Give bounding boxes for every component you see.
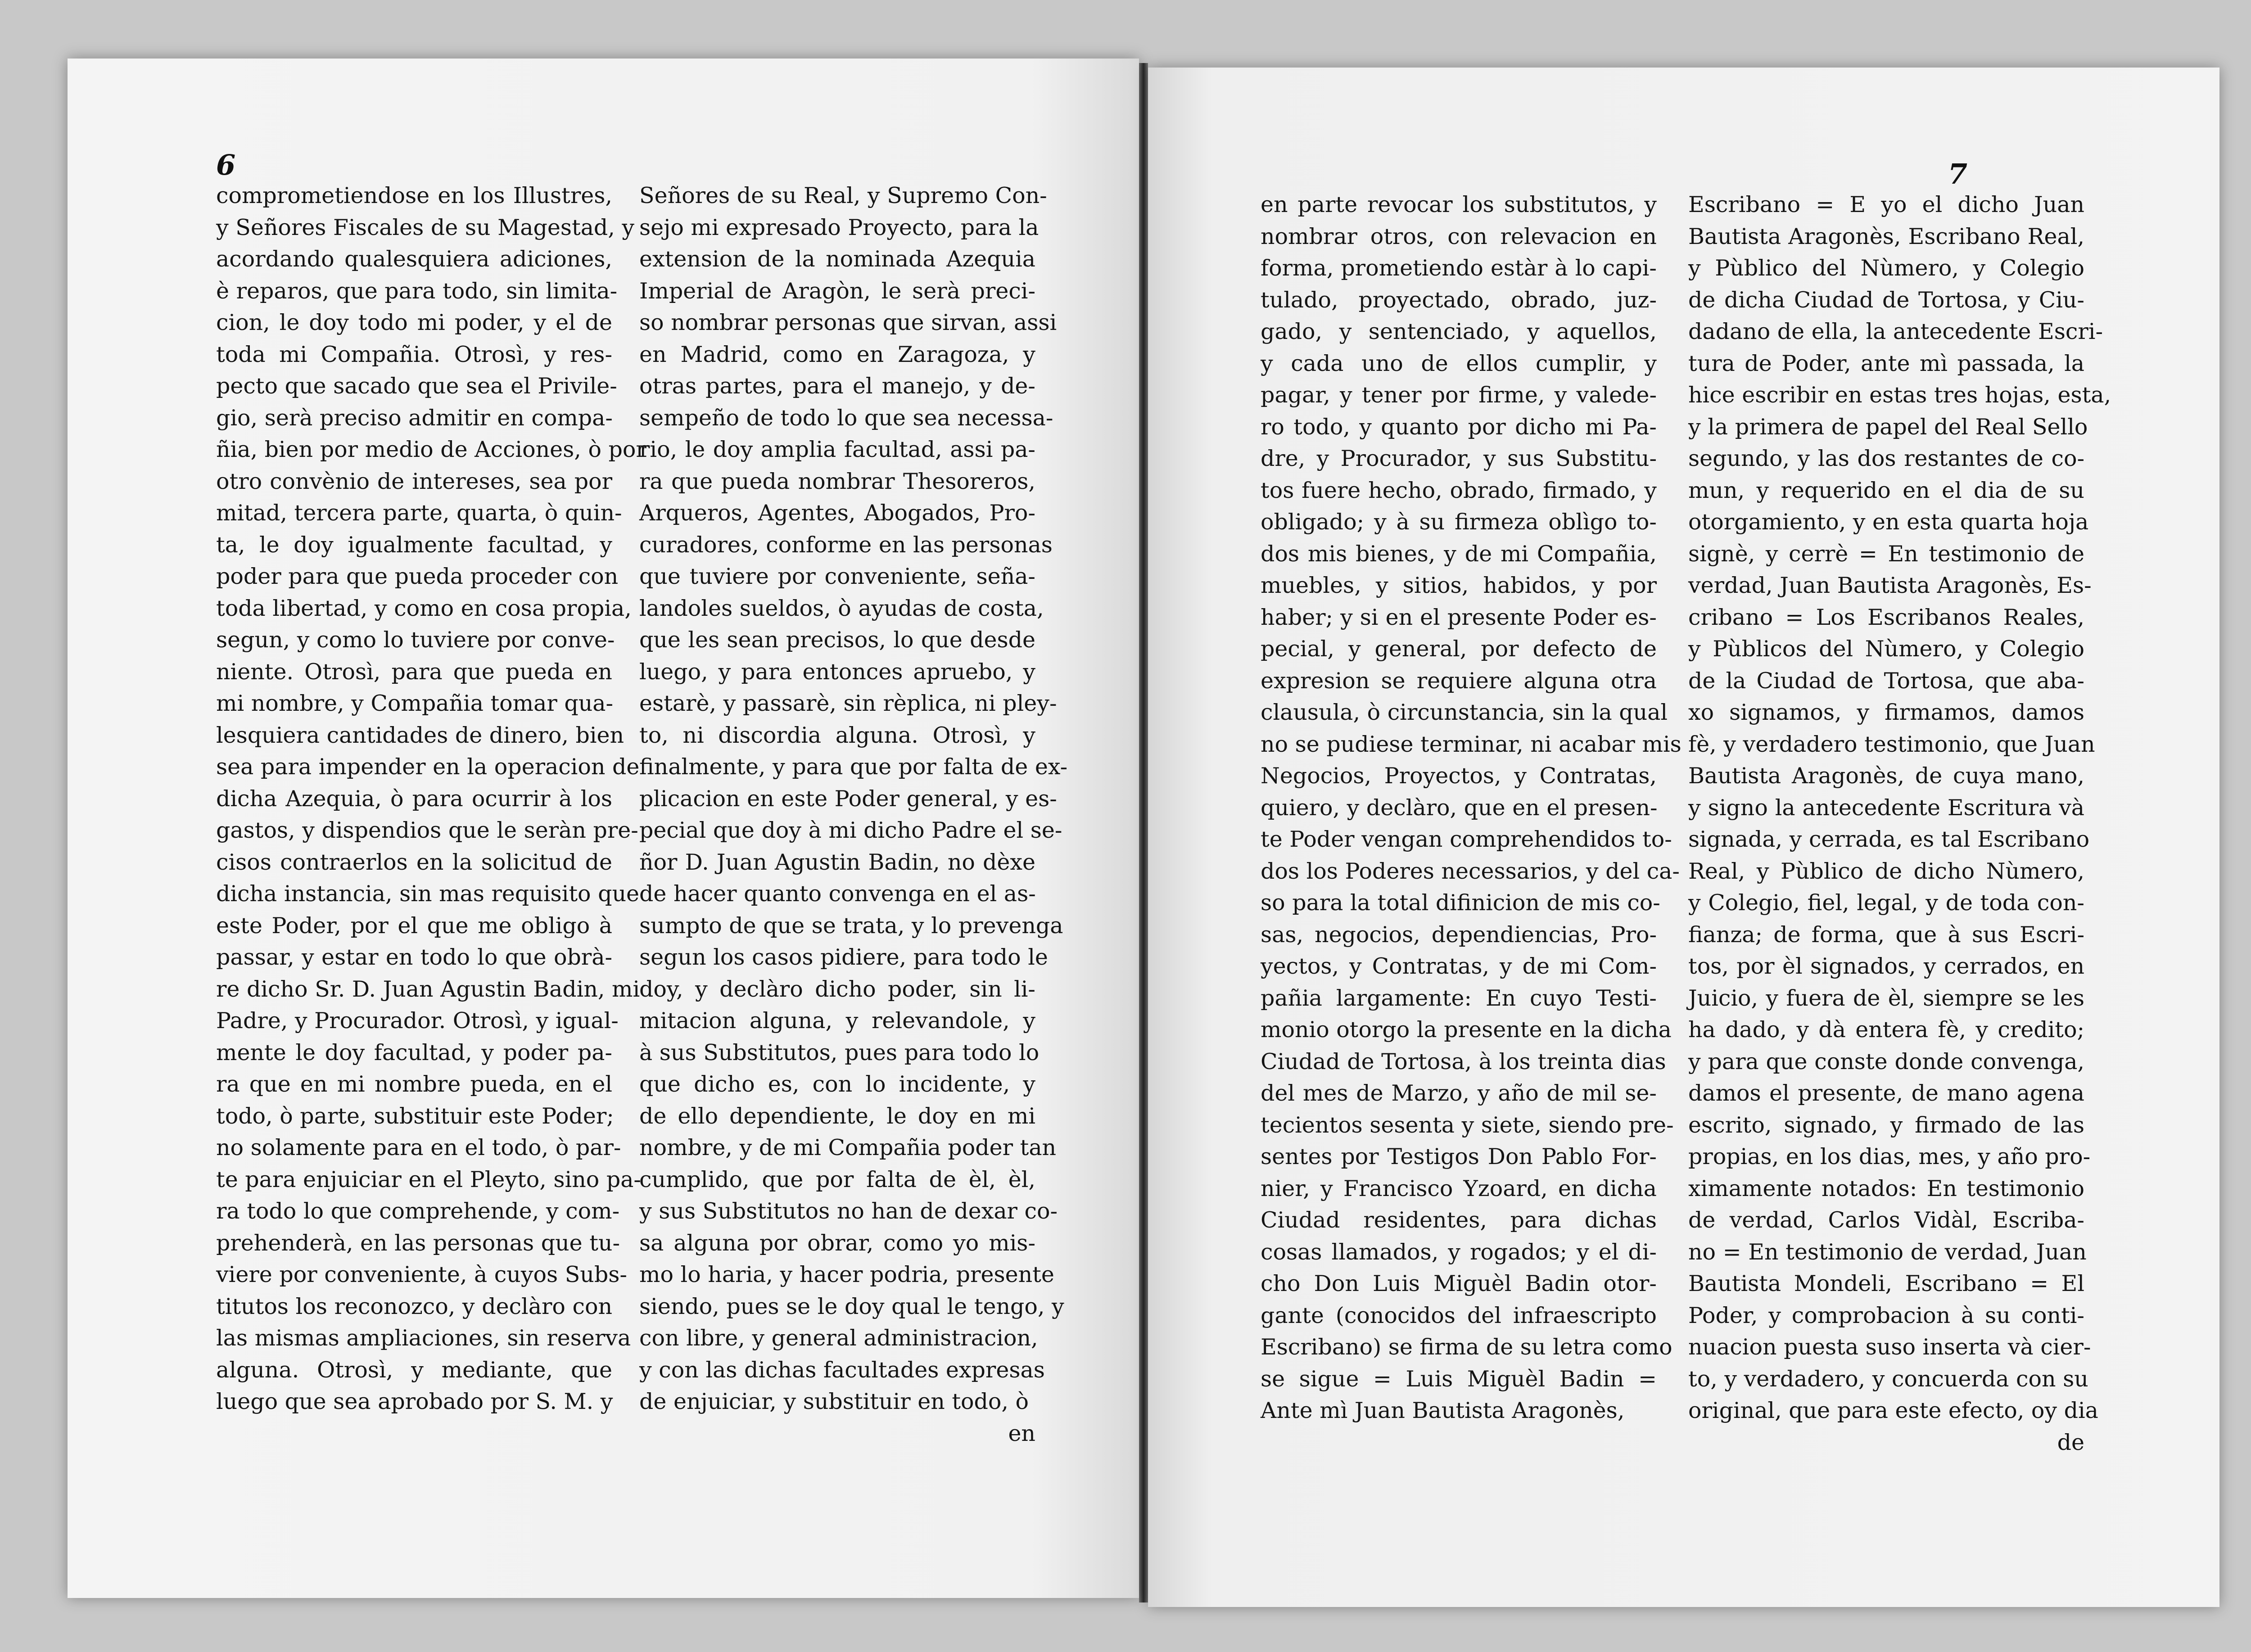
text-line: luego, y para entonces apruebo, y	[639, 659, 1035, 685]
page-number: 7	[1948, 158, 1967, 190]
text-line: curadores, conforme en las personas	[639, 532, 1053, 558]
text-line: hice escribir en estas tres hojas, esta,	[1688, 382, 2111, 408]
text-line: tulado, proyectado, obrado, juz-	[1261, 287, 1657, 313]
text-line: ra todo lo que comprehende, y com-	[216, 1198, 620, 1224]
catchword: en	[1008, 1420, 1035, 1446]
text-line: dos los Poderes necessarios, y del ca-	[1261, 858, 1680, 884]
text-line: pecial, y general, por defecto de	[1261, 636, 1657, 662]
text-line: quiero, y declàro, que en el presen-	[1261, 794, 1658, 821]
text-line: ra que en mi nombre pueda, en el	[216, 1071, 612, 1097]
text-line: todo, ò parte, substituir este Poder;	[216, 1103, 614, 1129]
text-line: damos el presente, de mano agena	[1688, 1080, 2084, 1106]
text-line: sentes por Testigos Don Pablo For-	[1261, 1144, 1657, 1169]
text-line: se sigue = Luis Miguèl Badin =	[1261, 1366, 1657, 1392]
text-line: otras partes, para el manejo, y de-	[639, 373, 1035, 399]
text-line: mitad, tercera parte, quarta, ò quin-	[216, 500, 622, 526]
text-line: viere por conveniente, à cuyos Subs-	[216, 1262, 627, 1287]
text-line: monio otorgo la presente en la dicha	[1261, 1017, 1672, 1043]
text-line: original, que para este efecto, oy dia	[1688, 1398, 2098, 1423]
text-line: no solamente para en el todo, ò par-	[216, 1135, 621, 1160]
text-line: segun los casos pidiere, para todo le	[639, 944, 1048, 970]
text-line: que dicho es, con lo incidente, y	[639, 1071, 1035, 1097]
text-line: de ello dependiente, le doy en mi	[639, 1103, 1035, 1129]
text-line: prehenderà, en las personas que tu-	[216, 1230, 620, 1256]
text-line: mo lo haria, y hacer podria, presente	[639, 1262, 1054, 1287]
text-line: dicha instancia, sin mas requisito que	[216, 881, 640, 907]
text-line: cho Don Luis Miguèl Badin otor-	[1261, 1271, 1657, 1296]
text-line: otorgamiento, y en esta quarta hoja	[1688, 509, 2089, 535]
text-line: y Colegio, fiel, legal, y de toda con-	[1688, 890, 2084, 916]
text-line: nombrar otros, con relevacion en	[1261, 223, 1657, 249]
text-line: Bautista Aragonès, Escribano Real,	[1688, 223, 2084, 249]
text-line: signada, y cerrada, es tal Escribano	[1688, 826, 2090, 852]
text-line: extension de la nominada Azequia	[639, 246, 1035, 272]
text-line: cion, le doy todo mi poder, y el de	[216, 310, 612, 335]
text-line: lesquiera cantidades de dinero, bien	[216, 722, 624, 748]
text-line: signè, y cerrè = En testimonio de	[1688, 541, 2084, 567]
text-column-left	[216, 180, 646, 1418]
text-line: del mes de Marzo, y año de mil se-	[1261, 1080, 1657, 1106]
text-line: Imperial de Aragòn, le serà preci-	[639, 278, 1035, 304]
text-line: segundo, y las dos restantes de co-	[1688, 446, 2084, 471]
text-line: mitacion alguna, y relevandole, y	[639, 1008, 1035, 1034]
open-book-spread	[68, 54, 2219, 1611]
text-line: y Pùblicos del Nùmero, y Colegio	[1688, 636, 2084, 662]
text-line: clausula, ò circunstancia, sin la qual	[1261, 700, 1668, 725]
text-line: gado, y sentenciado, y aquellos,	[1261, 319, 1657, 344]
text-line: tecientos sesenta y siete, siendo pre-	[1261, 1112, 1674, 1138]
text-line: alguna. Otrosì, y mediante, que	[216, 1357, 612, 1383]
text-line: titutos los reconozco, y declàro con	[216, 1293, 612, 1319]
text-line: te Poder vengan comprehendidos to-	[1261, 826, 1672, 852]
text-line: dre, y Procurador, y sus Substitu-	[1261, 446, 1657, 471]
text-column-right	[639, 180, 1068, 1449]
text-line: gio, serà preciso admitir en compa-	[216, 405, 613, 431]
text-line: siendo, pues se le doy qual le tengo, y	[639, 1293, 1064, 1319]
text-line: comprometiendose en los Illustres,	[216, 183, 612, 208]
text-line: Ciudad residentes, para dichas	[1261, 1207, 1657, 1233]
text-line: Real, y Pùblico de dicho Nùmero,	[1688, 858, 2084, 884]
text-line: Bautista Aragonès, de cuya mano,	[1688, 763, 2084, 789]
text-line: y la primera de papel del Real Sello	[1688, 414, 2088, 440]
text-line: to, y verdadero, y concuerda con su	[1688, 1366, 2088, 1392]
page-number: 6	[216, 149, 236, 181]
text-line: cumplido, que por falta de èl, èl,	[639, 1166, 1035, 1192]
text-line: otro convènio de intereses, sea por	[216, 468, 612, 494]
text-line: dicha Azequia, ò para ocurrir à los	[216, 785, 612, 812]
text-line: expresion se requiere alguna otra	[1261, 668, 1657, 694]
left-page	[68, 59, 1139, 1598]
text-line: cosas llamados, y rogados; y el di-	[1261, 1239, 1657, 1265]
text-line: plicacion en este Poder general, y es-	[639, 785, 1057, 812]
text-line: cisos contraerlos en la solicitud de	[216, 849, 612, 875]
text-line: finalmente, y para que por falta de ex-	[639, 754, 1068, 780]
text-line: haber; y si en el presente Poder es-	[1261, 604, 1657, 630]
text-line: sa alguna por obrar, como yo mis-	[639, 1230, 1035, 1256]
text-line: tos fuere hecho, obrado, firmado, y	[1261, 477, 1657, 503]
text-line: Ciudad de Tortosa, à los treinta dias	[1261, 1048, 1666, 1074]
text-line: fianza; de forma, que à sus Escri-	[1688, 921, 2084, 948]
text-line: toda libertad, y como en cosa propia,	[216, 595, 632, 621]
text-line: so nombrar personas que sirvan, assi	[639, 310, 1057, 335]
text-line: mente le doy facultad, y poder pa-	[216, 1039, 612, 1065]
text-line: pagar, y tener por firme, y valede-	[1261, 382, 1657, 408]
text-line: ha dado, y dà entera fè, y credito;	[1688, 1017, 2084, 1043]
text-line: verdad, Juan Bautista Aragonès, Es-	[1688, 573, 2092, 598]
text-line: de enjuiciar, y substituir en todo, ò	[639, 1389, 1029, 1414]
text-line: y signo la antecedente Escritura và	[1688, 794, 2084, 821]
text-line: yectos, y Contratas, y de mi Com-	[1261, 953, 1657, 979]
text-line: de la Ciudad de Tortosa, que aba-	[1688, 668, 2084, 694]
text-line: ñia, bien por medio de Acciones, ò por	[216, 437, 646, 462]
text-line: este Poder, por el que me obligo à	[216, 912, 612, 939]
text-line: en Madrid, como en Zaragoza, y	[639, 341, 1035, 367]
text-line: estarè, y passarè, sin rèplica, ni pley-	[639, 691, 1057, 716]
text-line: è reparos, que para todo, sin limita-	[216, 278, 618, 304]
text-line: propias, en los dias, mes, y año pro-	[1688, 1144, 2091, 1169]
text-line: y con las dichas facultades expresas	[639, 1357, 1045, 1383]
text-line: segun, y como lo tuviere por conve-	[216, 627, 615, 653]
text-line: sumpto de que se trata, y lo prevenga	[639, 912, 1063, 939]
text-line: sempeño de todo lo que sea necessa-	[639, 405, 1053, 431]
right-page	[1148, 68, 2219, 1607]
text-line: sas, negocios, dependiencias, Pro-	[1261, 921, 1657, 948]
text-line: y Señores Fiscales de su Magestad, y	[216, 214, 635, 240]
text-line: te para enjuiciar en el Pleyto, sino pa-	[216, 1166, 641, 1192]
text-line: ximamente notados: En testimonio	[1688, 1175, 2084, 1201]
text-line: Poder, y comprobacion à su conti-	[1688, 1302, 2084, 1328]
text-line: no se pudiese terminar, ni acabar mis	[1261, 731, 1681, 757]
text-line: Escribano = E yo el dicho Juan	[1688, 192, 2084, 217]
text-line: Juicio, y fuera de èl, siempre se les	[1688, 985, 2084, 1011]
text-line: pecial que doy à mi dicho Padre el se-	[639, 817, 1062, 843]
text-line: gante (conocidos del infraescripto	[1261, 1302, 1657, 1328]
text-line: escrito, signado, y firmado de las	[1688, 1112, 2084, 1138]
book-gutter	[1139, 63, 1148, 1602]
text-line: nuacion puesta suso inserta và cier-	[1688, 1334, 2091, 1360]
text-line: gastos, y dispendios que le seràn pre-	[216, 817, 638, 843]
text-line: que tuviere por conveniente, seña-	[639, 564, 1035, 589]
text-line: y para que conste donde convenga,	[1688, 1048, 2084, 1074]
text-line: y cada uno de ellos cumplir, y	[1261, 350, 1657, 376]
text-line: con libre, y general administracion,	[639, 1325, 1038, 1351]
text-line: acordando qualesquiera adiciones,	[216, 246, 612, 272]
text-line: re dicho Sr. D. Juan Agustin Badin, mi	[216, 976, 640, 1002]
text-column-right	[1688, 189, 2111, 1458]
text-line: las mismas ampliaciones, sin reserva	[216, 1325, 631, 1351]
text-line: xo signamos, y firmamos, damos	[1688, 700, 2084, 725]
text-line: de verdad, Carlos Vidàl, Escriba-	[1688, 1207, 2084, 1233]
text-line: nombre, y de mi Compañia poder tan	[639, 1135, 1057, 1160]
text-line: muebles, y sitios, habidos, y por	[1261, 573, 1657, 598]
text-line: doy, y declàro dicho poder, sin li-	[639, 976, 1035, 1002]
text-line: ro todo, y quanto por dicho mi Pa-	[1261, 414, 1657, 440]
text-line: dos mis bienes, y de mi Compañia,	[1261, 541, 1657, 567]
text-line: sea para impender en la operacion de	[216, 754, 640, 780]
text-line: Ante mì Juan Bautista Aragonès,	[1261, 1398, 1625, 1423]
text-line: Bautista Mondeli, Escribano = El	[1688, 1271, 2084, 1296]
text-line: sejo mi expresado Proyecto, para la	[639, 214, 1039, 240]
text-line: ta, le doy igualmente facultad, y	[216, 532, 612, 558]
text-line: so para la total difinicion de mis co-	[1261, 890, 1660, 916]
text-line: Negocios, Proyectos, y Contratas,	[1261, 763, 1657, 789]
text-line: cribano = Los Escribanos Reales,	[1688, 604, 2084, 630]
text-line: niente. Otrosì, para que pueda en	[216, 659, 612, 685]
text-line: to, ni discordia alguna. Otrosì, y	[639, 722, 1035, 748]
text-column-left	[1261, 189, 1681, 1427]
text-line: Escribano) se firma de su letra como	[1261, 1334, 1672, 1360]
text-line: passar, y estar en todo lo que obrà-	[216, 944, 612, 970]
catchword: de	[2057, 1429, 2084, 1455]
text-line: y sus Substitutos no han de dexar co-	[639, 1198, 1058, 1224]
text-line: no = En testimonio de verdad, Juan	[1688, 1239, 2087, 1265]
text-line: Padre, y Procurador. Otrosì, y igual-	[216, 1008, 619, 1034]
text-line: rio, le doy amplia facultad, assi pa-	[639, 437, 1035, 462]
text-line: poder para que pueda proceder con	[216, 564, 619, 589]
text-line: dadano de ella, la antecedente Escri-	[1688, 319, 2103, 344]
text-line: à sus Substitutos, pues para todo lo	[639, 1039, 1040, 1065]
text-line: ra que pueda nombrar Thesoreros,	[639, 468, 1035, 494]
text-line: en parte revocar los substitutos, y	[1261, 192, 1657, 217]
text-line: Arqueros, Agentes, Abogados, Pro-	[639, 500, 1035, 526]
text-line: y Pùblico del Nùmero, y Colegio	[1688, 255, 2084, 281]
text-line: pecto que sacado que sea el Privile-	[216, 373, 617, 399]
text-line: nier, y Francisco Yzoard, en dicha	[1261, 1175, 1657, 1201]
text-line: tura de Poder, ante mì passada, la	[1688, 350, 2084, 376]
text-line: landoles sueldos, ò ayudas de costa,	[639, 595, 1044, 621]
text-line: mun, y requerido en el dia de su	[1688, 477, 2084, 503]
text-line: mi nombre, y Compañia tomar qua-	[216, 691, 614, 716]
text-line: ñor D. Juan Agustin Badin, no dèxe	[639, 849, 1035, 875]
text-line: de dicha Ciudad de Tortosa, y Ciu-	[1688, 287, 2084, 313]
text-line: tos, por èl signados, y cerrados, en	[1688, 953, 2084, 979]
text-line: Señores de su Real, y Supremo Con-	[639, 183, 1047, 208]
text-line: toda mi Compañia. Otrosì, y res-	[216, 341, 612, 367]
text-line: luego que sea aprobado por S. M. y	[216, 1389, 613, 1414]
text-line: pañia largamente: En cuyo Testi-	[1261, 985, 1657, 1011]
text-line: obligado; y à su firmeza oblìgo to-	[1261, 509, 1657, 535]
text-line: forma, prometiendo estàr à lo capi-	[1261, 255, 1657, 281]
text-line: de hacer quanto convenga en el as-	[639, 881, 1036, 907]
text-line: que les sean precisos, lo que desde	[639, 627, 1035, 653]
text-line: fè, y verdadero testimonio, que Juan	[1688, 731, 2095, 757]
